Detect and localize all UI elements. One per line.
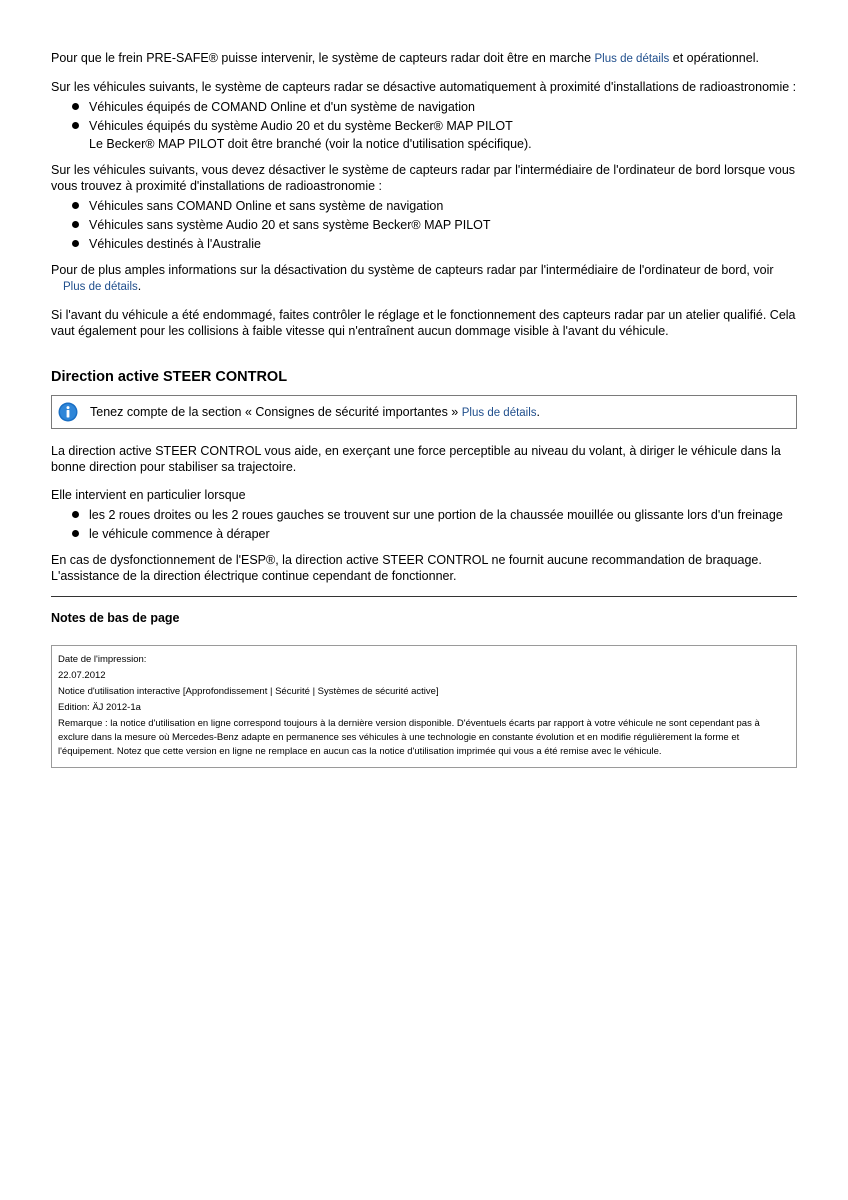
divider [51,596,797,597]
info-icon [58,402,78,422]
list-item: Véhicules équipés de COMAND Online et d'un système de navigation [51,99,797,115]
radio-astro-list [51,99,797,134]
bullet-icon [72,240,79,247]
bullet-icon [72,103,79,110]
bullet-icon [72,221,79,228]
info-box [51,395,797,429]
print-label: Date de l'impression: [58,654,147,665]
footnotes-box [51,645,797,768]
bullet-icon [72,202,79,209]
remark: Remarque : la notice d'utilisation en ligne correspond toujours à la dernière version disponible. D'éventuels écarts par rapport à votre véhicule ne sont cependant pas à exclure dans la mesure où Mercedes-Benz adapte en permanence ses véhicules à une technologie en constante évolution et en modifie régulièrement la forme et l'équipement. Notez que cette version en ligne ne remplace en aucun cas la notice d'utilisation imprimée qui vous a été remise avec le véhicule. [58,718,760,757]
intro-paragraph: Pour que le frein PRE-SAFE® puisse intervenir, le système de capteurs radar doit être en marche Plus de détails et opérationnel. [51,51,759,65]
steer-description: La direction active STEER CONTROL vous aide, en exerçant une force perceptible au niveau du volant, à diriger le véhicule dans la bonne direction pour stabiliser sa trajectoire. [51,444,781,474]
steer-when-list [51,507,797,542]
steer-when-intro: Elle intervient en particulier lorsque [51,488,246,502]
steer-malfunction: En cas de dysfonctionnement de l'ESP®, la direction active STEER CONTROL ne fournit aucune recommandation de braquage. L'assistance de la direction électrique continue cependant de fonctionner. [51,553,762,583]
edition: Edition: ÄJ 2012-1a [58,702,141,713]
list-item: Véhicules sans système Audio 20 et sans système Becker® MAP PILOT [51,217,797,233]
info-text: Tenez compte de la section « Consignes de sécurité importantes » Plus de détails. [90,405,541,419]
manual-off-intro: Sur les véhicules suivants, vous devez désactiver le système de capteurs radar par l'intermédiaire de l'ordinateur de bord lorsque vous vous trouvez à proximité d'installations de radioastronomie : [51,163,796,193]
print-date: 22.07.2012 [58,670,106,681]
damage-paragraph: Si l'avant du véhicule a été endommagé, faites contrôler le réglage et le fonctionnement des capteurs radar par un atelier qualifié. Cela vaut également pour les collisions à faible vitesse qui n'entraînent aucun dommage visible à l'avant du véhicule. [51,308,796,338]
details-link-deactivation[interactable]: Plus de détails [63,281,138,293]
list-item: les 2 roues droites ou les 2 roues gauches se trouvent sur une portion de la chaussée mouillée ou glissante lors d'un freinage [51,507,797,523]
radio-astro-intro: Sur les véhicules suivants, le système de capteurs radar se désactive automatiquement à proximité d'installations de radioastronomie : [51,80,797,94]
list-item: Véhicules équipés du système Audio 20 et du système Becker® MAP PILOT [51,118,797,134]
manual-path: Notice d'utilisation interactive [Approfondissement | Sécurité | Systèmes de sécurité active] [58,686,439,697]
list-item: Véhicules destinés à l'Australie [51,236,797,252]
list-item: Véhicules sans COMAND Online et sans système de navigation [51,198,797,214]
bullet-icon [72,511,79,518]
manual-off-list [51,198,797,252]
document-page [51,50,797,768]
details-link-presafe[interactable]: Plus de détails [594,53,670,65]
more-info-paragraph: Pour de plus amples informations sur la désactivation du système de capteurs radar par l'intermédiaire de l'ordinateur de bord, voir Plus de détails. [51,263,774,293]
section-title-steer-control: Direction active STEER CONTROL [51,369,288,385]
bullet-icon [72,122,79,129]
footnotes-title: Notes de bas de page [51,611,180,625]
bullet-icon [72,530,79,537]
details-link-safety[interactable]: Plus de détails [461,407,537,419]
becker-note: Le Becker® MAP PILOT doit être branché (voir la notice d'utilisation spécifique). [89,137,532,151]
list-item: le véhicule commence à déraper [51,526,797,542]
